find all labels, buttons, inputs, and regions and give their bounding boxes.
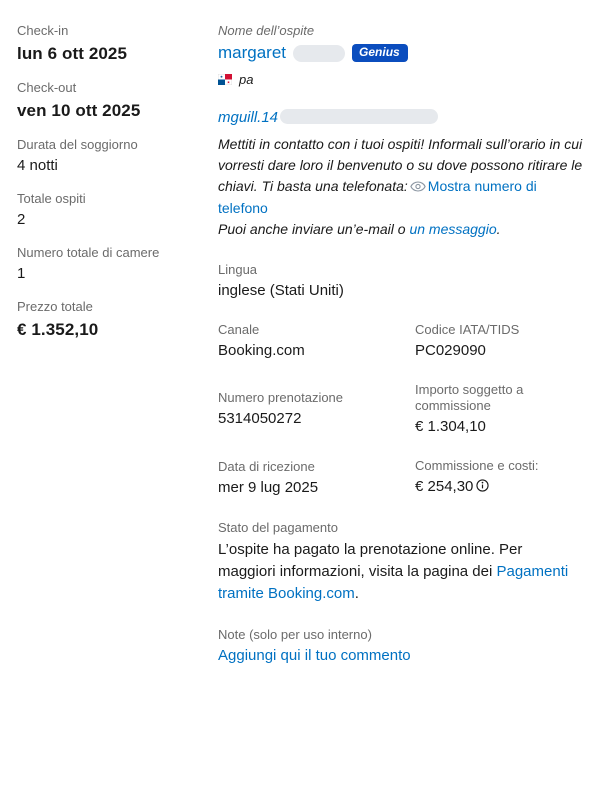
booking-number-field [218,390,415,429]
received-date-field [218,459,415,498]
channel-value: Booking.com [218,342,305,359]
reservation-detail-grid [218,322,583,498]
info-icon[interactable] [476,479,489,496]
guest-email-link[interactable]: mguill.14 [218,109,279,126]
stay-summary-column [17,23,218,666]
panama-flag-icon [218,74,232,85]
total-price-field [17,299,218,341]
language-label: Lingua [218,262,258,277]
total-price-value: € 1.352,10 [17,320,99,339]
checkout-label: Check-out [17,80,77,95]
total-guests-label: Totale ospiti [17,191,86,206]
commission-field [415,458,583,498]
payment-status-text-end: . [354,585,359,602]
eye-icon[interactable] [410,179,426,195]
payment-status-label: Stato del pagamento [218,520,338,535]
contact-message-text: Mettiti in contatto con i tuoi ospiti! Informali sull’orario in cui vorresti dare loro il benvenuto o su dove possono ritirare le chiavi. Ti basta una telefonata: [218,136,583,194]
redacted-surname [293,45,345,62]
commissionable-amount-field [415,382,583,437]
commission-label: Commissione e costi: [415,458,539,473]
stay-length-field [17,137,218,176]
total-rooms-field [17,245,218,284]
checkout-value: ven 10 ott 2025 [17,101,141,120]
guest-email-row [218,108,583,127]
commissionable-amount-value: € 1.304,10 [415,418,486,435]
language-field [218,262,583,301]
internal-notes-section [218,627,583,666]
guest-details-column [218,23,583,666]
add-comment-link[interactable]: Aggiungi qui il tuo commento [218,647,411,664]
contact-message [218,134,583,219]
payment-status-section [218,520,583,605]
contact-message-2 [218,219,583,240]
checkout-field [17,80,218,122]
booking-number-label: Numero prenotazione [218,390,344,405]
redacted-email [280,109,438,124]
channel-field [218,322,415,361]
guest-name-label: Nome dell’ospite [218,23,315,38]
contact-message-2-text: Puoi anche inviare un’e-mail o [218,221,410,237]
received-date-label: Data di ricezione [218,458,315,474]
guest-name-row [218,42,583,64]
total-guests-value: 2 [17,211,26,228]
commissionable-amount-label: Importo soggetto a commissione [415,382,524,413]
total-rooms-value: 1 [17,265,26,282]
payments-link[interactable]: Pagamenti tramite Booking.com [218,563,569,602]
channel-label: Canale [218,322,260,337]
send-message-link[interactable]: un messaggio [409,221,497,237]
guest-country-code: pa [239,72,254,87]
checkin-label: Check-in [17,23,69,38]
iata-value: PC029090 [415,342,486,359]
contact-message-2-end: . [496,221,501,237]
checkin-field [17,23,218,65]
guest-name-link[interactable]: margaret [218,43,287,62]
language-value: inglese (Stati Uniti) [218,282,344,299]
booking-number-value: 5314050272 [218,410,302,427]
commission-value-row [415,477,583,498]
iata-field [415,322,583,361]
guest-country-row [218,72,583,87]
payment-status-text [218,539,583,605]
total-rooms-label: Numero totale di camere [17,245,160,260]
checkin-value: lun 6 ott 2025 [17,44,128,63]
commission-value: € 254,30 [415,478,474,495]
show-phone-link[interactable]: Mostra numero di telefono [218,178,537,216]
stay-length-value: 4 notti [17,157,58,174]
iata-label: Codice IATA/TIDS [415,322,520,337]
internal-notes-label: Note (solo per uso interno) [218,627,372,642]
total-price-label: Prezzo totale [17,299,93,314]
genius-badge: Genius [352,44,408,62]
stay-length-label: Durata del soggiorno [17,137,138,152]
total-guests-field [17,191,218,230]
payment-status-text-part: L’ospite ha pagato la prenotazione online. Per maggiori informazioni, visita la pagina dei [218,541,523,580]
received-date-value: mer 9 lug 2025 [218,478,319,496]
